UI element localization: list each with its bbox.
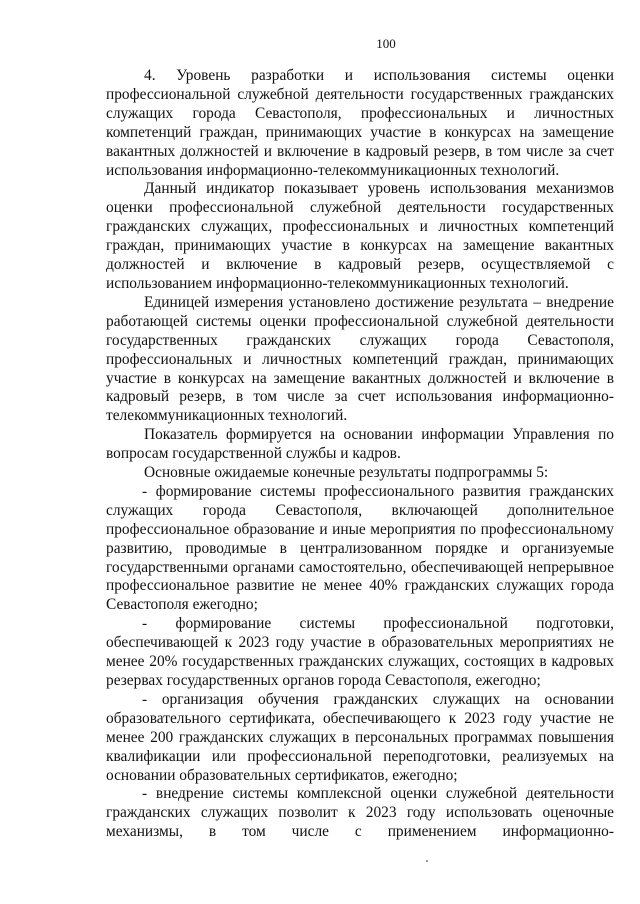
page-number: 100 [376, 36, 396, 51]
data-source-paragraph: Показатель формируется на основании информации Управления по вопросам государственной службы и кадров. [106, 426, 614, 463]
result-item-4: - внедрение системы комплексной оценки служебной деятельности гражданских служащих позволит к 2023 году использовать оценочные механизмы, в том числе с применением информационно- [106, 785, 614, 841]
indicator-description: Данный индикатор показывает уровень использования механизмов оценки профессиональной служебной деятельности государственных гражданских служащих, профессиональных и личностных компетенций граждан, принимающих участие в конкурсах на замещение вакантных должностей и включение в кадровый резерв, осуществляемой с использованием информационно-телекоммуникационных технологий. [106, 180, 614, 292]
expected-results-intro: Основные ожидаемые конечные результаты подпрограммы 5: [144, 464, 549, 482]
result-item-2: - формирование системы профессиональной подготовки, обеспечивающей к 2023 году участие в образовательных мероприятиях не менее 20% государственных гражданских служащих, состоящих в кадровых резервах государственных органов города Севастополя, ежегодно; [106, 615, 614, 689]
indicator-4-heading: 4. Уровень разработки и использования системы оценки профессиональной служебной деятельности государственных гражданских служащих города Севастополя, профессиональных и личностных компетенций граждан, принимающих участие в конкурсах на замещение вакантных должностей и включение в кадровый резерв, в том числе за счет использования информационно-телекоммуникационных технологий. [106, 67, 614, 179]
measurement-unit-paragraph: Единицей измерения установлено достижение результата – внедрение работающей системы оценки профессиональной служебной деятельности государственных гражданских служащих города Севастополя, профессиональных и личностных компетенций граждан, принимающих участие в конкурсах на замещение вакантных должностей и включение в кадровый резерв, в том числе за счет использования информационно-телекоммуникационных технологий. [106, 293, 614, 425]
result-item-1: - формирование системы профессионального развития гражданских служащих города Севастополя, включающей дополнительное профессиональное образование и иные мероприятия по профессиональному развитию, проводимые в централизованном порядке и организуемые государственными органами самостоятельно, обеспечивающей непрерывное профессиональное развитие не менее 40% гражданских служащих города Севастополя ежегодно; [106, 482, 614, 614]
scan-speck [426, 860, 428, 862]
result-item-3: - организация обучения гражданских служащих на основании образовательного сертификата, обеспечивающего к 2023 году участие не менее 200 гражданских служащих в персональных программах повышения квалификации или профессиональной переподготовки, реализуемых на основании образовательных сертификатов, ежегодно; [106, 690, 614, 784]
